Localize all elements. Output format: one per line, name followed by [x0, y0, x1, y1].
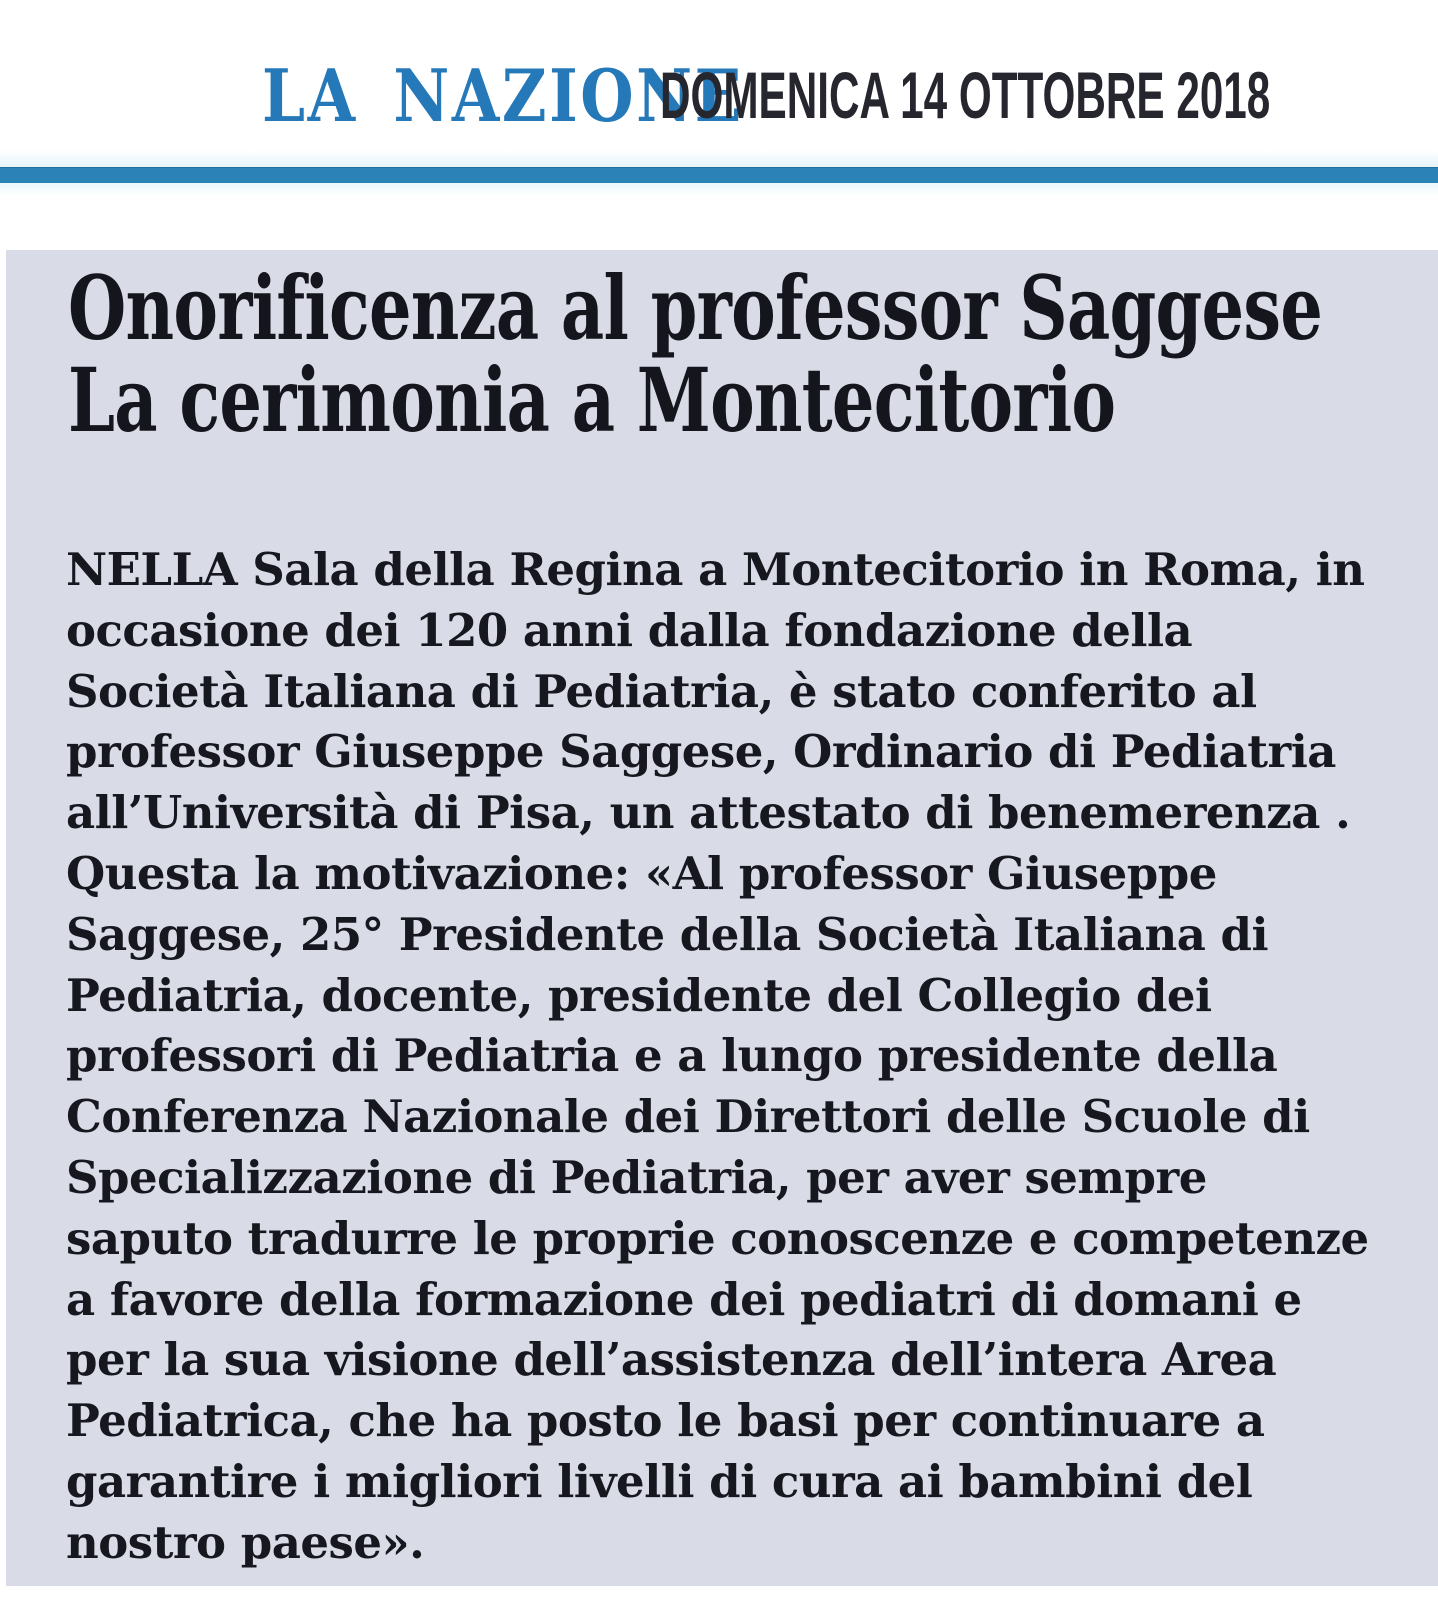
- body-line: nostro paese».: [66, 1515, 425, 1569]
- body-line: professori di Pediatria e a lungo presidente della: [66, 1029, 1278, 1083]
- body-line: saputo tradurre le proprie conoscenze e competenze: [66, 1211, 1369, 1265]
- article-headline: [68, 256, 1323, 452]
- body-line: Pediatrica, che ha posto le basi per continuare a: [66, 1394, 1265, 1448]
- body-line: all’Università di Pisa, un attestato di benemerenza .: [66, 786, 1351, 840]
- body-line: Specializzazione di Pediatria, per aver sempre: [66, 1150, 1207, 1204]
- body-line: Pediatria, docente, presidente del Collegio dei: [66, 968, 1212, 1022]
- body-line: Questa la motivazione: «Al professor Giuseppe: [66, 846, 1217, 900]
- body-line: Saggese, 25° Presidente della Società Italiana di: [66, 907, 1269, 961]
- masthead-logo: LA NAZIONE: [262, 53, 744, 138]
- body-line: occasione dei 120 anni dalla fondazione della: [66, 603, 1193, 657]
- header-rule-halo: [0, 150, 1438, 196]
- headline-line: La cerimonia a Montecitorio: [68, 348, 1116, 452]
- body-line: Conferenza Nazionale dei Direttori delle Scuole di: [66, 1090, 1310, 1144]
- body-line: a favore della formazione dei pediatri di domani e: [66, 1272, 1302, 1326]
- body-line: professor Giuseppe Saggese, Ordinario di Pediatria: [66, 725, 1336, 779]
- header-rule: [0, 167, 1438, 183]
- edition-date: DOMENICA 14 OTTOBRE 2018: [660, 58, 1271, 132]
- body-line: garantire i migliori livelli di cura ai bambini del: [66, 1454, 1253, 1508]
- body-line: NELLA Sala della Regina a Montecitorio in Roma, in: [66, 543, 1365, 596]
- article-body: [66, 540, 1369, 1574]
- headline-line: Onorificenza al professor Saggese: [68, 256, 1323, 360]
- body-line: per la sua visione dell’assistenza dell’intera Area: [66, 1333, 1277, 1387]
- body-line: Società Italiana di Pediatria, è stato conferito al: [66, 664, 1257, 718]
